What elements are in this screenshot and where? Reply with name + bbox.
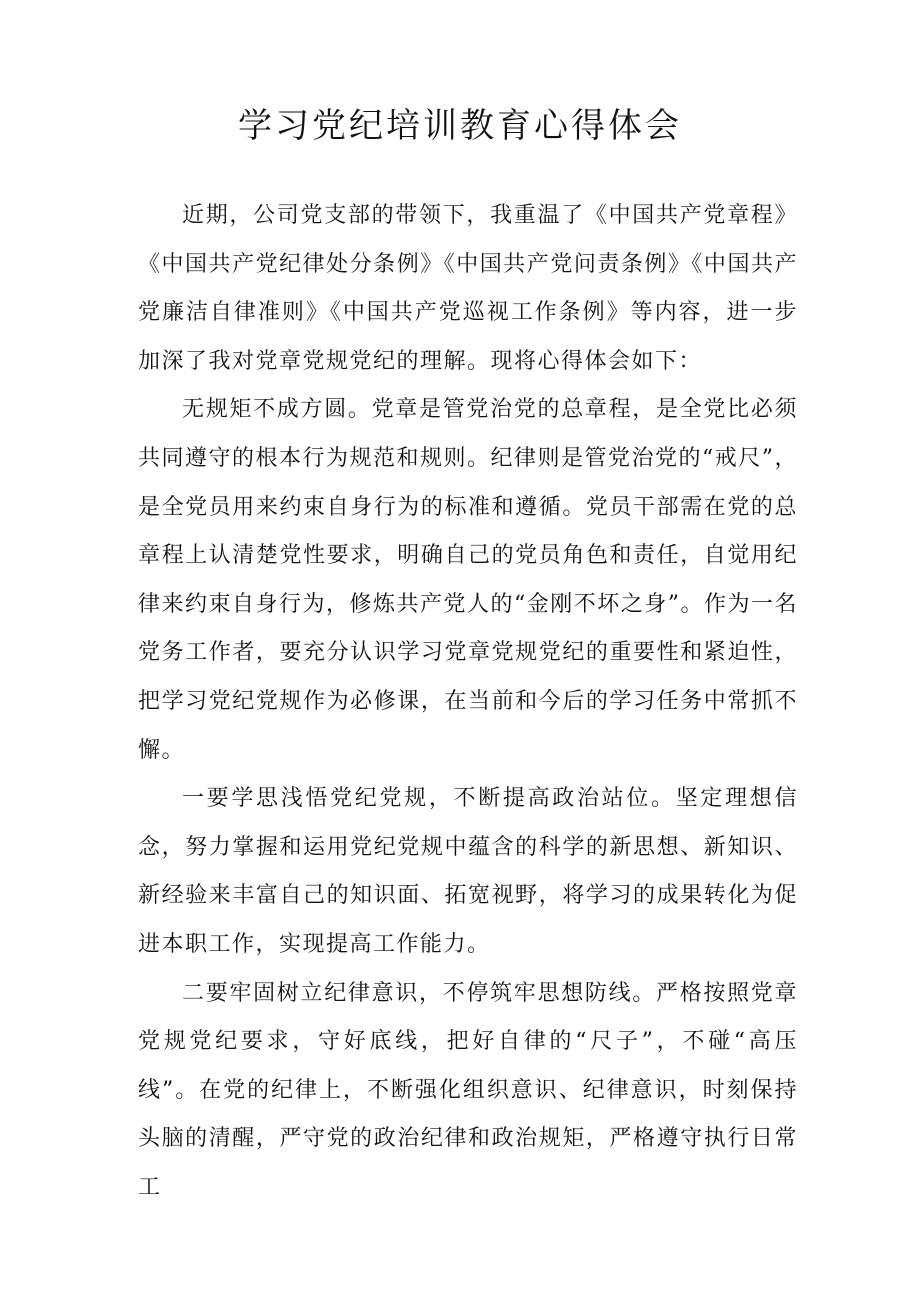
paragraph-intro: 近期，公司党支部的带领下，我重温了《中国共产党章程》《中国共产党纪律处分条例》《中国共产党问责条例》《中国共产党廉洁自律准则》《中国共产党巡视工作条例》等内容，进一步加深了我对党章党规党纪的理解。现将心得体会如下：	[138, 203, 798, 374]
paragraph-point-two: 二要牢固树立纪律意识，不停筑牢思想防线。严格按照党章党规党纪要求，守好底线，把好自律的“尺子”，不碰“高压线”。在党的纪律上，不断强化组织意识、纪律意识，时刻保持头脑的清醒，严守党的政治纪律和政治规矩，严格遵守执行日常工	[138, 980, 798, 1200]
paragraph-point-one: 一要学思浅悟党纪党规，不断提高政治站位。坚定理想信念，努力掌握和运用党纪党规中蕴含的科学的新思想、新知识、新经验来丰富自己的知识面、拓宽视野，将学习的成果转化为促进本职工作，实现提高工作能力。	[138, 786, 798, 957]
paragraph-rules: 无规矩不成方圆。党章是管党治党的总章程，是全党比必须共同遵守的根本行为规范和规则。纪律则是管党治党的“戒尺”，是全党员用来约束自身行为的标准和遵循。党员干部需在党的总章程上认清楚党性要求，明确自己的党员角色和责任，自觉用纪律来约束自身行为，修炼共产党人的“金刚不坏之身”。作为一名党务工作者，要充分认识学习党章党规党纪的重要性和紧迫性，把学习党纪党规作为必修课，在当前和今后的学习任务中常抓不懈。	[138, 397, 798, 763]
document-body	[138, 192, 798, 1212]
document-title: 学习党纪培训教育心得体会	[238, 106, 682, 146]
